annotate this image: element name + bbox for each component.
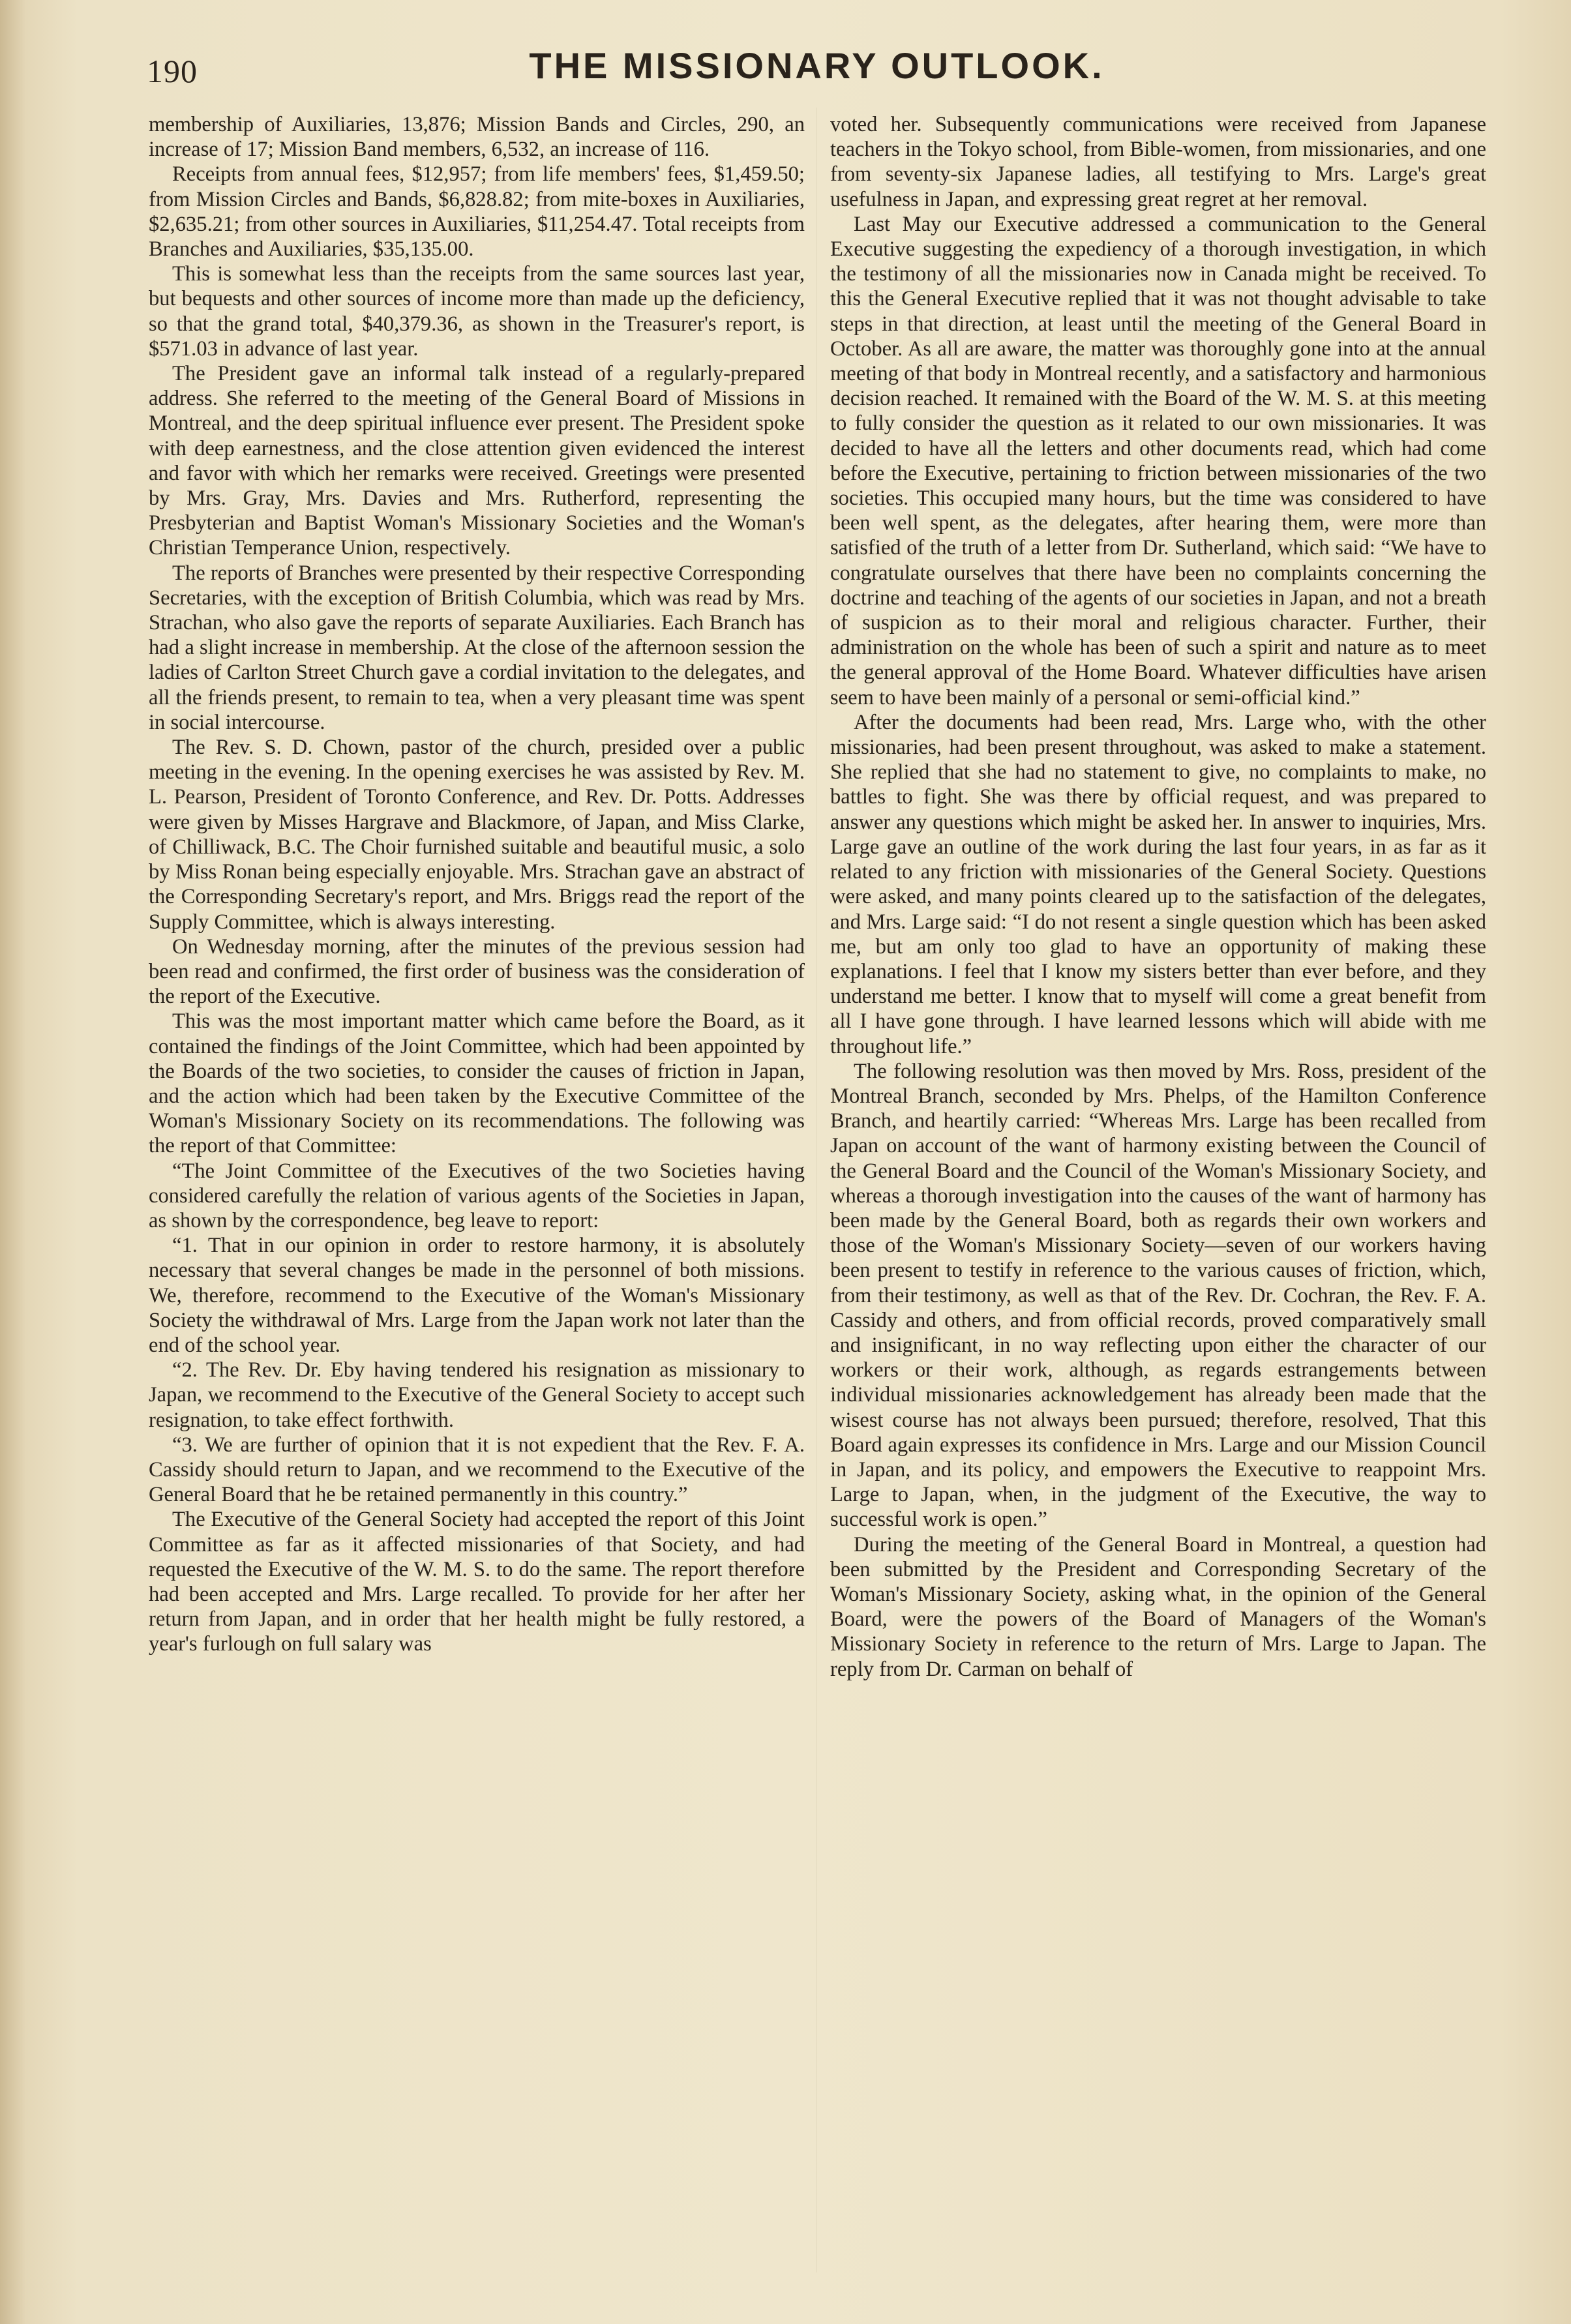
page-header (147, 44, 1487, 97)
paragraph: “The Joint Committee of the Executives of the two Societies having considered carefully the relation of various agents of the Societies in Japan, as shown by the correspondence, beg leave to report: (149, 1159, 805, 1232)
column-gutter (816, 108, 817, 2272)
paragraph: membership of Auxiliaries, 13,876; Mission Bands and Circles, 290, an increase of 17; Mission Band members, 6,532, an increase of 116. (149, 113, 805, 162)
paragraph: The Executive of the General Society had accepted the report of this Joint Committee as far as it affected missionaries of that Society, and had requested the Executive of the W. M. S. to do the same. The report therefore had been accepted and Mrs. Large recalled. To provide for her after her return from Japan, and in order that her health might be fully restored, a year's furlough on full salary was (149, 1508, 805, 1656)
paragraph: “2. The Rev. Dr. Eby having tendered his resignation as missionary to Japan, we recommend to the Executive of the General Society to accept such resignation, to take effect forthwith. (149, 1358, 805, 1432)
paragraph: After the documents had been read, Mrs. Large who, with the other missionaries, had been present throughout, was asked to make a statement. She replied that she had no statement to give, no complaints to make, no battles to fight. She was there by official request, and was prepared to answer any questions which might be asked her. In answer to inquiries, Mrs. Large gave an outline of the work during the last four years, in as far as it related to any friction with missionaries of the General Society. Questions were asked, and many points cleared up to the satisfaction of the delegates, and Mrs. Large said: “I do not resent a single question which has been asked me, but am only too glad to have an opportunity of making these explanations. I feel that I know my sisters better than ever before, and they understand me better. I know that to myself will come a great benefit from all I have gone through. I have learned lessons which will abide with me throughout life.” (830, 710, 1486, 1058)
left-column (149, 112, 805, 2277)
paragraph: “3. We are further of opinion that it is not expedient that the Rev. F. A. Cassidy should return to Japan, and we recommend to the Executive of the General Board that he be retained permanently in this country.” (149, 1433, 805, 1507)
paragraph: On Wednesday morning, after the minutes of the previous session had been read and confirmed, the first order of business was the consideration of the report of the Executive. (149, 934, 805, 1009)
paragraph: This was the most important matter which came before the Board, as it contained the findings of the Joint Committee, which had been appointed by the Boards of the two societies, to consider the causes of friction in Japan, and the action which had been taken by the Executive Committee of the Woman's Missionary Society on its recommendations. The following was the report of that Committee: (149, 1009, 805, 1158)
paragraph: During the meeting of the General Board in Montreal, a question had been submitted by the President and Corresponding Secretary of the Woman's Missionary Society, asking what, in the opinion of the General Board, were the powers of the Board of Managers of the Woman's Missionary Society in reference to the return of Mrs. Large to Japan. The reply from Dr. Carman on behalf of (830, 1532, 1486, 1681)
right-column (830, 112, 1486, 2277)
paragraph: The President gave an informal talk instead of a regularly-prepared address. She referred to the meeting of the General Board of Missions in Montreal, and the deep spiritual influence ever present. The President spoke with deep earnestness, and the close attention given evidenced the interest and favor with which her remarks were received. Greetings were presented by Mrs. Gray, Mrs. Davies and Mrs. Rutherford, representing the Presbyterian and Baptist Woman's Missionary Societies and the Woman's Christian Temperance Union, respectively. (149, 362, 805, 560)
paragraph: voted her. Subsequently communications were received from Japanese teachers in the Tokyo school, from Bible-women, from missionaries, and one from seventy-six Japanese ladies, all testifying to Mrs. Large's great usefulness in Japan, and expressing great regret at her removal. (830, 113, 1486, 211)
paragraph: The reports of Branches were presented by their respective Corresponding Secretaries, with the exception of British Columbia, which was read by Mrs. Strachan, who also gave the reports of separate Auxiliaries. Each Branch has had a slight increase in membership. At the close of the afternoon session the ladies of Carlton Street Church gave a cordial invitation to the delegates, and all the friends present, to remain to tea, when a very pleasant time was spent in social intercourse. (149, 561, 805, 734)
page-number: 190 (147, 53, 198, 89)
paragraph: The following resolution was then moved by Mrs. Ross, president of the Montreal Branch, seconded by Mrs. Phelps, of the Hamilton Conference Branch, and heartily carried: “Whereas Mrs. Large has been recalled from Japan on account of the want of harmony existing between the Council of the General Board and the Council of the Woman's Missionary Society, and whereas a thorough investigation into the causes of the want of harmony has been made by the General Board, both as regards their own workers and those of the Woman's Missionary Society—seven of our workers having been present to testify in reference to the various causes of friction, which, from their testimony, as well as that of the Rev. Dr. Cochran, the Rev. F. A. Cassidy and others, and from official records, proved comparatively small and insignificant, in no way reflecting upon either the character of our workers or their work, although, as regards estrangements between individual missionaries acknowledgement has already been made that the wisest course has not always been pursued; therefore, resolved, That this Board again expresses its confidence in Mrs. Large and our Mission Council in Japan, and its policy, and empowers the Executive to reappoint Mrs. Large to Japan, when, in the judgment of the Executive, the way to successful work is open.” (830, 1059, 1486, 1532)
paragraph: The Rev. S. D. Chown, pastor of the church, presided over a public meeting in the evening. In the opening exercises he was assisted by Rev. M. L. Pearson, President of Toronto Conference, and Rev. Dr. Potts. Addresses were given by Misses Hargrave and Blackmore, of Japan, and Miss Clarke, of Chilliwack, B.C. The Choir furnished suitable and beautiful music, a solo by Miss Ronan being especially enjoyable. Mrs. Strachan gave an abstract of the Corresponding Secretary's report, and Mrs. Briggs read the report of the Supply Committee, which is always interesting. (149, 736, 805, 934)
paragraph: “1. That in our opinion in order to restore harmony, it is absolutely necessary that several changes be made in the personnel of both missions. We, therefore, recommend to the Executive of the Woman's Missionary Society the withdrawal of Mrs. Large from the Japan work not later than the end of the school year. (149, 1234, 805, 1357)
paragraph: Receipts from annual fees, $12,957; from life members' fees, $1,459.50; from Mission Circles and Bands, $6,828.82; from mite-boxes in Auxiliaries, $2,635.21; from other sources in Auxiliaries, $11,254.47. Total receipts from Branches and Auxiliaries, $35,135.00. (149, 162, 805, 261)
masthead-title: THE MISSIONARY OUTLOOK. (529, 45, 1105, 86)
paragraph: Last May our Executive addressed a communication to the General Executive suggesting the expediency of a thorough investigation, in which the testimony of all the missionaries now in Canada might be received. To this the General Executive replied that it was not thought advisable to take steps in that direction, at least until the meeting of the General Board in October. As all are aware, the matter was thoroughly gone into at the annual meeting of that body in Montreal recently, and a satisfactory and harmonious decision reached. It remained with the Board of the W. M. S. at this meeting to fully consider the question as it related to our own missionaries. It was decided to have all the letters and other documents read, which had come before the Executive, pertaining to friction between missionaries of the two societies. This occupied many hours, but the time was considered to have been well spent, as the delegates, after hearing them, were more than satisfied of the truth of a letter from Dr. Sutherland, which said: “We have to congratulate ourselves that there have been no complaints concerning the doctrine and teaching of the agents of our societies in Japan, and not a breath of suspicion as to their moral and religious character. Further, their administration on the whole has been of such a spirit and nature as to meet the general approval of the Home Board. Whatever difficulties have arisen seem to have been mainly of a personal or semi-official kind.” (830, 212, 1486, 709)
paragraph: This is somewhat less than the receipts from the same sources last year, but bequests and other sources of income more than made up the deficiency, so that the grand total, $40,379.36, as shown in the Treasurer's report, is $571.03 in advance of last year. (149, 262, 805, 361)
